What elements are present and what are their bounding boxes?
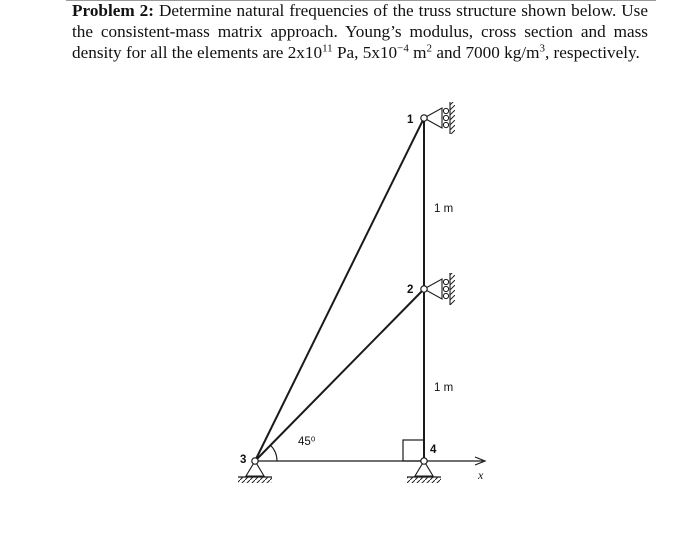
node-1-pin — [421, 115, 427, 121]
area-exponent: −4 — [397, 42, 409, 55]
angle-arc — [271, 445, 277, 461]
member-3-1 — [255, 118, 424, 461]
problem-heading: Problem 2: — [72, 1, 154, 20]
area-unit-exponent: 2 — [426, 42, 433, 55]
dimension-lower: 1 m — [434, 382, 454, 394]
density-unit-exponent: 3 — [539, 42, 545, 55]
problem-text-4: and 7000 kg/m — [432, 43, 540, 62]
node-3-pin — [252, 458, 258, 464]
problem-text-3: m — [408, 43, 427, 62]
node-2-label: 2 — [407, 284, 414, 296]
x-axis — [255, 457, 485, 482]
problem-text-1: Determine natural frequencies of the truss structure shown below. Use the consistent-mass matrix approach. Young’s modulus, cross section and mass density for all the elements are 2x10 — [72, 1, 649, 62]
node-1-roller-support — [424, 102, 455, 134]
member-3-2 — [255, 289, 424, 461]
node-1-label: 1 — [407, 114, 414, 126]
truss-members — [255, 118, 424, 461]
problem-text-2: Pa, 5x10 — [332, 43, 398, 62]
right-angle-marker — [403, 440, 424, 461]
angle-label: 45⁰ — [298, 436, 316, 448]
problem-text-5: , respectively. — [544, 43, 640, 62]
dimension-upper: 1 m — [434, 203, 454, 215]
axis-label: x — [478, 468, 484, 482]
node-3-label: 3 — [240, 454, 247, 466]
node-4-label: 4 — [430, 444, 437, 456]
modulus-exponent: 11 — [322, 42, 333, 55]
node-2-pin — [421, 286, 427, 292]
node-2-roller-support — [424, 273, 455, 305]
node-4-pin — [421, 458, 427, 464]
